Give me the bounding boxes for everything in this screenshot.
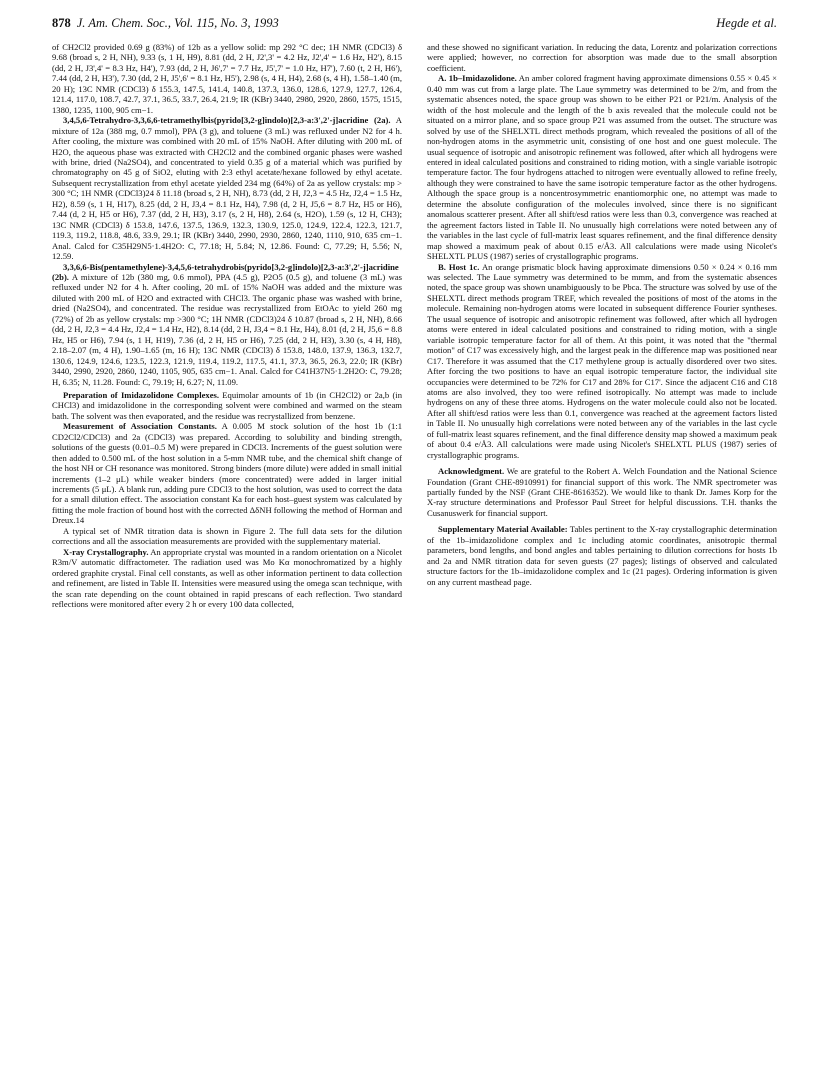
paragraph-association — [52, 421, 402, 526]
body-supplementary: Tables pertinent to the X-ray crystallographic determination of the 1b–imidazolidone complex and 1c including atomic coordinates, anisotropic thermal parameters, bond lengths, and bond angles and tables pertaining to dilution corrections for hosts 1b and 2a and NMR titration data for seven guests (27 pages); listings of observed and calculated structure factors for the 1b–imidazolidone complex and 1c (21 pages). Ordering information is given on any current masthead page. — [427, 524, 777, 587]
heading-1b-imidazolidone: A. 1b–Imidazolidone. — [438, 73, 517, 84]
journal-citation: J. Am. Chem. Soc., Vol. 115, No. 3, 1993 — [76, 16, 279, 30]
paragraph-2a-synthesis — [52, 115, 402, 261]
heading-host-1c: B. Host 1c. — [438, 261, 480, 272]
paragraph-acknowledgment — [427, 466, 777, 518]
header-left — [52, 16, 279, 31]
paragraph-host-1c — [427, 262, 777, 461]
paragraph-xray — [52, 547, 402, 610]
right-column — [427, 42, 777, 1062]
body-1b-imidazolidone: An amber colored fragment having approximate dimensions 0.55 × 0.45 × 0.40 mm was cut from a large plate. The Laue symmetry was determined to be 2/m, and from the systematic absences noted, the space group was shown to be either P21 or P21/m. Analysis of the width of the host molecule and the length of the b axis revealed that the molecule could not be situated on a mirror plane, and so space group P21 was assumed from the outset. The structure was solved by use of the SHELXTL direct methods program, which revealed the positions of all of the non-hydrogen atoms in the asymmetric unit, consisting of one host and one guest molecule. The usual sequence of isotropic and anisotropic refinement was followed, after which all hydrogens were entered in ideal calculated positions and constrained to riding motion, with a single variable isotropic temperature factor. The four hydrogens attached to nitrogen were eventually allowed to refine freely, although they were constrained to have the same isotropic temperature factor as the other hydrogens. Although the space group is a noncentrosymmetric enantiomorphic one, no attempt was made to determine the absolute configuration of the molecules involved, since there is no significant anomalous scatterer present. After all shift/esd ratios were less than 0.3, convergence was reached at the agreement factors listed in Table II. No unusually high correlations were noted between any of the variables in the last cycle of full-matrix least squares refinement, and the final difference density map showed a maximum peak of about 0.15 e/Å3. All calculations were made using Nicolet's SHELXTL PLUS (1987) series of crystallographic programs. — [427, 73, 777, 262]
page-header — [52, 12, 777, 34]
body-association: A 0.005 M stock solution of the host 1b (1:1 CD2Cl2/CDCl3) and 2a (CDCl3) was prepared. According to solubility and binding strength, solutions of the guests (0.01–0.5 M) were prepared in CDCl3. Increments of the guest solution were then added to 0.500 mL of the host solution in a 5-mm NMR tube, and the chemical shift change of the host NH or CH resonance was monitored. Strong binders (more dilute) were added in small initial increments (1–2 μL) while weaker binders (more concentrated) were added in larger initial increments (5 μL). A blank run, adding pure CDCl3 to the host solution, was used to correct the data for a small dilution effect. The association constant Ka for each host–guest system was calculated by fitting the mole fraction of bound host with the corrected ΔδNH following the method of Horman and Dreux.14 — [52, 421, 402, 526]
body-host-1c: An orange prismatic block having approximate dimensions 0.50 × 0.24 × 0.16 mm was selected. The Laue symmetry was determined to be mmm, and from the systematic absences noted, the space group was shown unambiguously to be Pbca. The structure was solved by use of the SHELXTL direct methods program TREF, which revealed the positions of most of the atoms in the molecule. Remaining non-hydrogen atoms were located in subsequent difference Fourier syntheses. The usual sequence of isotropic and anisotropic refinement was followed, after which all hydrogen atoms were entered in ideal calculated positions and constrained to riding motion, with a single variable isotropic temperature factor for all of them. At this point, it was noted that the "thermal motion" of C17 was excessively high, and the largest peak in the difference map was positioned near C17. Therefore it was assumed that the C17 methylene group is actually disordered over two sites. After forcing the two positions to have an equal isotropic temperature factor, the individual site occupancies were determined to be 72% for C17 and 28% for C17'. Since the adjacent C16 and C18 atoms are also involved, they too were refined isotropically. No attempt was made to include hydrogens on any of these three atoms. Hydrogens on the water molecule could also not be located. After all shift/esd ratios were less than 0.1, convergence was reached at the agreement factors listed in Table II. No unusually high correlations were noted between any of the variables in the last cycle of full-matrix least squares refinement, and the final difference density map showed a maximum peak of about 0.4 e/Å3. All calculations were made using Nicolet's SHELXTL PLUS (1987) series of crystallographic programs. — [427, 261, 777, 460]
heading-xray: X-ray Crystallography. — [63, 546, 149, 557]
left-column — [52, 42, 402, 1062]
paragraph-supplementary — [427, 524, 777, 587]
paragraph-xray-cont: and these showed no significant variation. In reducing the data, Lorentz and polarization corrections were applied; however, no correction for absorption was made due to the small absorption coefficient. — [427, 42, 777, 73]
paragraph-titration: A typical set of NMR titration data is shown in Figure 2. The full data sets for the dilution corrections and all the association measurements are provided with the supplementary material. — [52, 525, 402, 547]
heading-acknowledgment: Acknowledgment. — [438, 466, 505, 477]
body-acknowledgment: We are grateful to the Robert A. Welch Foundation and the National Science Foundation (Grant CHE-8910991) for financial support of this work. The NMR spectrometer was partially funded by the NSF (Grant CHE-8616352). We would like to thank Dr. James Korp for the X-ray structure determinations and Professor Paul Street for helpful discussions. T.H. thanks the Cusanuswerk for financial support. — [427, 466, 777, 518]
heading-association: Measurement of Association Constants. — [63, 421, 217, 432]
paragraph-1b-imidazolidone — [427, 73, 777, 261]
paragraph-12b-data: of CH2Cl2 provided 0.69 g (83%) of 12b as a yellow solid: mp 292 °C dec; 1H NMR (CDCl3) δ 9.68 (broad s, 2 H, NH), 9.33 (s, 1 H, H9), 8.81 (dd, 2 H, J2',3' = 4.2 Hz, J2',4' = 1.6 Hz, H2'), 8.15 (dd, 2 H, J3',4' = 8.3 Hz, H4'), 7.93 (dd, 2 H, J6',7' = 7.7 Hz, J5',7' = 1.0 Hz, H7'), 7.60 (t, 2 H, H6'), 7.44 (dd, 2 H, H3'), 7.30 (dd, 2 H, J5',6' = 8.1 Hz, H5'), 2.98 (s, 4 H, H4), 2.68 (s, 4 H), 1.58–1.40 (m, 20 H); 13C NMR (CDCl3) δ 155.3, 147.5, 141.4, 140.8, 137.3, 136.0, 128.6, 127.9, 127.7, 126.4, 121.4, 117.0, 108.7, 42.7, 37.1, 36.5, 33.7, 26.4, 21.9; IR (KBr) 3440, 2980, 2920, 2860, 1575, 1515, 1380, 1235, 1100, 905 cm−1. — [52, 42, 402, 115]
paragraph-2b-synthesis — [52, 262, 402, 387]
heading-complexes: Preparation of Imidazolidone Complexes. — [63, 389, 220, 400]
body-complexes: Equimolar amounts of 1b (in CH2Cl2) or 2a,b (in CHCl3) and imidazolidone in the corresponding solvent were combined and warmed on the steam bath. The solvent was then evaporated, and the residue was recrystallized from benzene. — [52, 389, 402, 421]
heading-supplementary: Supplementary Material Available: — [438, 524, 568, 535]
heading-2b: 3,3,6,6-Bis(pentamethylene)-3,4,5,6-tetrahydrobis(pyrido[3,2-g]indolo)[2,3-a:3',2'-j]acridine (2b). — [52, 261, 399, 282]
header-authors: Hegde et al. — [716, 16, 777, 30]
body-2a: A mixture of 12a (388 mg, 0.7 mmol), PPA (3 g), and toluene (3 mL) was refluxed under N2 for 4 h. After cooling, the mixture was combined with 20 mL of 15% NaOH. After diluting with 200 mL of H2O, the aqueous phase was extracted with CH2Cl2 and the combined organic phases were washed with brine, dried (Na2SO4), and concentrated to yield 0.35 g of a material which was purified by chromatography on 45 g of SiO2, eluting with 2:3 ethyl acetate/hexane followed by ethyl acetate. Subsequent recrystallization from ethyl acetate yielded 234 mg (64%) of 2a as yellow crystals: mp > 300 °C; 1H NMR (CDCl3)24 δ 11.18 (broad s, 2 H, NH), 8.73 (dd, 2 H, J2,3 = 4.5 Hz, J2,4 = 1.5 Hz, H2), 8.59 (s, 1 H, H17), 8.25 (dd, 2 H, J3,4 = 8.1 Hz, H4), 7.98 (d, 2 H, J5,6 = 8.7 Hz, H5 or H6), 7.44 (d, 2 H, H5 or H6), 7.37 (dd, 2 H, H3), 3.17 (s, 2 H, H8), 2.64 (s, H2O), 1.59 (s, 12 H, CH3); 13C NMR (CDCl3) δ 153.8, 147.6, 137.5, 136.9, 132.3, 130.9, 125.0, 124.9, 122.4, 122.3, 121.7, 119.3, 119.2, 118.8, 48.6, 33.9, 29.1; IR (KBr) 3440, 2990, 2930, 2860, 1240, 1110, 910, 635 cm−1. Anal. Calcd for C35H29N5·1.4H2O: C, 77.18; H, 5.84; N, 12.86. Found: C, 77.29; H, 5.56; N, 12.59. — [52, 115, 402, 262]
heading-2a: 3,4,5,6-Tetrahydro-3,3,6,6-tetramethylbis(pyrido[3,2-g]indolo)[2,3-a:3',2'-j]acridine (2a). — [63, 115, 391, 126]
body-2b: A mixture of 12b (380 mg, 0.6 mmol), PPA (4.5 g), P2O5 (0.5 g), and toluene (3 mL) was refluxed under N2 for 4 h. After cooling, 20 mL of 15% NaOH was added and the mixture was diluted with 200 mL of H2O and extracted with CHCl3. The organic phase was washed with brine, dried (Na2SO4), and concentrated. The residue was recrystallized from EtOAc to yield 260 mg (72%) of 2b as yellow crystals: mp >300 °C; 1H NMR (CDCl3)24 δ 10.87 (broad s, 2 H, NH), 8.66 (dd, 2 H, J2,3 = 4.4 Hz, J2,4 = 1.4 Hz, H2), 8.14 (dd, 2 H, J3,4 = 8.1 Hz, H4), 8.01 (d, 2 H, J5,6 = 8.8 Hz, H5 or H6), 7.94 (s, 1 H, H19), 7.36 (d, 2 H, H5 or H6), 7.25 (dd, 2 H, H3), 3.30 (s, 4 H, H8), 2.18–2.07 (m, 4 H), 1.90–1.65 (m, 16 H); 13C NMR (CDCl3) δ 153.8, 148.0, 137.9, 136.3, 132.7, 130.6, 124.9, 124.6, 123.5, 122.3, 121.9, 119.4, 119.2, 117.5, 41.1, 37.3, 36.5, 26.3, 22.0; IR (KBr) 3440, 2990, 2920, 2860, 1240, 1105, 905, 635 cm−1. Anal. Calcd for C41H37N5·1.2H2O: C, 79.28; H, 6.35; N, 11.28. Found: C, 79.19; H, 6.27; N, 11.09. — [52, 271, 402, 387]
body-xray: An appropriate crystal was mounted in a random orientation on a Nicolet R3m/V automatic diffractometer. The radiation used was Mo Kα monochromatized by a highly ordered graphite crystal. Final cell constants, as well as other information pertinent to data collection and refinement, are listed in Table II. Intensities were measured using the omega scan technique, with the scan rate depending on the count obtained in rapid prescans of each reflection. Two standard reflections were monitored after every 2 h or every 100 data collected, — [52, 546, 402, 610]
page-number: 878 — [52, 16, 71, 30]
paragraph-complexes — [52, 390, 402, 421]
